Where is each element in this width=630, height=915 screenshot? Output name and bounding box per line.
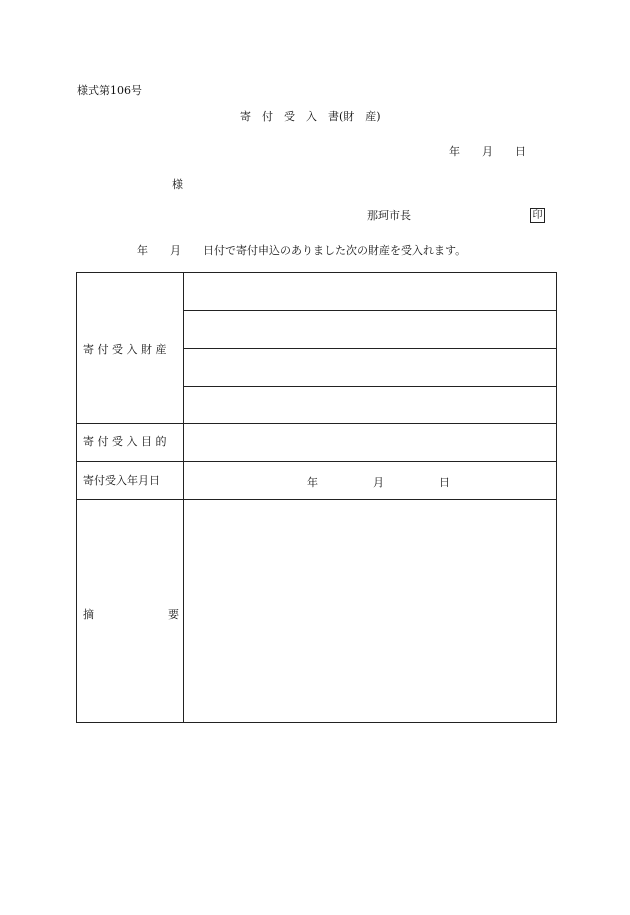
addressee-suffix: 様 — [172, 178, 183, 191]
summary-label-right: 要 — [168, 608, 179, 621]
property-field-4[interactable] — [184, 387, 556, 423]
date-value[interactable]: 年 月 日 — [307, 476, 450, 489]
property-field-1[interactable] — [184, 274, 556, 310]
summary-field[interactable] — [184, 500, 556, 722]
row-divider — [77, 461, 556, 462]
seal-mark: 印 — [530, 208, 545, 223]
header-date: 年 月 日 — [449, 145, 526, 158]
form-number: 様式第106号 — [77, 84, 142, 97]
document-title: 寄 付 受 入 書(財 産) — [240, 110, 381, 123]
property-field-2[interactable] — [184, 311, 556, 348]
summary-label-left: 摘 — [83, 608, 94, 621]
date-label: 寄付受入年月日 — [83, 474, 160, 487]
property-field-3[interactable] — [184, 349, 556, 386]
issuer-name: 那珂市長 — [367, 209, 411, 222]
property-label: 寄 付 受 入 財 産 — [83, 343, 167, 356]
record-table — [76, 272, 557, 723]
purpose-label: 寄 付 受 入 目 的 — [83, 435, 167, 448]
body-text: 年 月 日付で寄付申込のありました次の財産を受入れます。 — [137, 244, 467, 257]
purpose-field[interactable] — [184, 424, 556, 461]
